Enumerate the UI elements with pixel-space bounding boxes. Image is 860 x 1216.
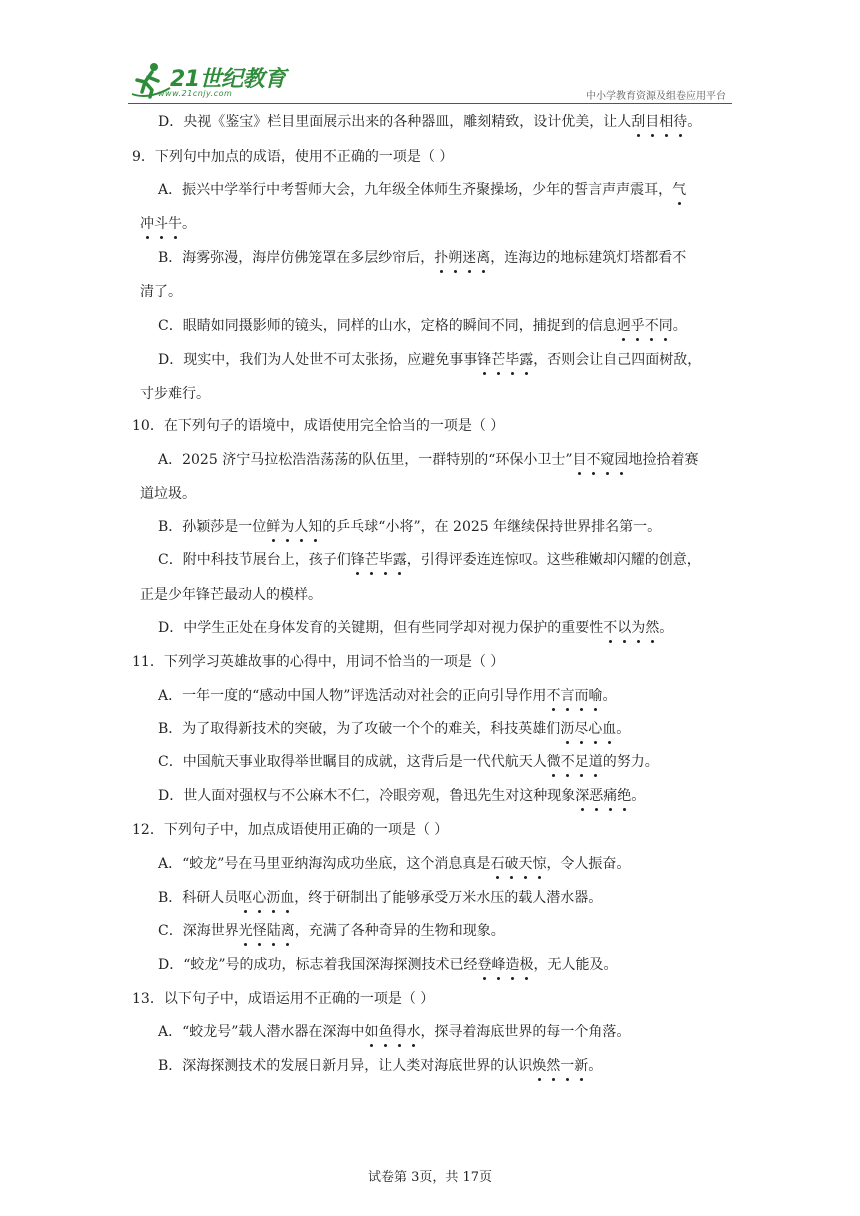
text-segment: C．深海世界 [158, 923, 239, 939]
text-segment: D．现实中，我们为人处世不可太张扬，应避免事事 [158, 352, 478, 368]
text-segment: 。 [631, 788, 646, 804]
text-segment: 清了。 [140, 284, 182, 300]
emphasis-char: 不 [603, 620, 618, 636]
dotted-idiom [351, 552, 407, 568]
answer-option [158, 618, 673, 638]
text-segment: C．眼睛如同摄影师的镜头，同样的山水，定格的瞬间不同，捕捉到的信息 [158, 318, 617, 334]
page-header [128, 60, 732, 104]
emphasis-char: 造 [505, 957, 520, 973]
text-segment: B．科研人员 [158, 890, 239, 906]
text-segment: ，终于研制出了能够承受万米水压的载人潜水器。 [294, 890, 603, 906]
emphasis-char: 锋 [477, 352, 492, 368]
text-segment: A．“蛟龙号”载人潜水器在深海中 [158, 1024, 365, 1040]
emphasis-char: 恶 [589, 788, 604, 804]
emphasis-char: 朔 [448, 250, 463, 266]
text-segment: ，连海边的地标建筑灯塔都看不 [490, 250, 687, 266]
text-segment: 正是少年锋芒最动人的模样。 [140, 587, 322, 603]
page-footer: 试卷第 3页，共 17页 [367, 1170, 493, 1185]
answer-option [158, 1022, 630, 1042]
text-segment: A．2025 济宁马拉松浩浩荡荡的队伍里，一群特别的“环保小卫士” [158, 452, 573, 468]
emphasis-char: 斗 [154, 216, 168, 232]
answer-option-continued [140, 484, 196, 504]
text-segment: D．中学生正处在身体发育的关键期，但有些同学却对视力保护的重要性 [158, 620, 604, 636]
emphasis-char: 石 [490, 856, 505, 872]
text-segment: 。 [616, 721, 631, 737]
dotted-idiom [575, 788, 631, 804]
emphasis-char: 喻 [588, 688, 603, 704]
text-segment: 9．下列句中加点的成语，使用不正确的一项是（ ） [132, 149, 454, 165]
emphasis-char: 露 [392, 552, 407, 568]
answer-option [158, 550, 701, 570]
dotted-idiom [478, 957, 534, 973]
answer-option [158, 1056, 602, 1076]
emphasis-char: 不 [644, 318, 659, 334]
emphasis-char: 迥 [616, 318, 631, 334]
answer-option-continued [140, 282, 182, 302]
emphasis-char: 新 [574, 1058, 589, 1074]
dotted-idiom [434, 250, 490, 266]
answer-option [158, 752, 659, 772]
text-segment: D．世人面对强权与不公麻木不仁，冷眼旁观，鲁迅先生对这种现象 [158, 788, 576, 804]
text-segment: 11．下列学习英雄故事的心得中，用词不恰当的一项是（ ） [132, 654, 505, 670]
answer-option [158, 955, 618, 975]
dotted-idiom [490, 856, 546, 872]
text-segment: 13．以下句子中，成语运用不正确的一项是（ ） [132, 991, 435, 1007]
emphasis-char: 然 [546, 1058, 561, 1074]
emphasis-char: 沥 [560, 721, 575, 737]
emphasis-char: 知 [308, 519, 323, 535]
emphasis-char: 毕 [378, 552, 393, 568]
emphasis-char: 尽 [574, 721, 589, 737]
emphasis-char: 陆 [266, 923, 281, 939]
emphasis-char: 微 [546, 754, 561, 770]
dotted-idiom [546, 688, 602, 704]
text-segment: A．一年一度的“感动中国人物”评选活动对社会的正向引导作用 [158, 688, 547, 704]
text-segment: 的乒乓球“小将”，在 2025 年继续保持世界排名第一。 [322, 519, 662, 535]
emphasis-char: 怪 [252, 923, 267, 939]
text-segment: 地捡拾着赛 [628, 452, 699, 468]
emphasis-char: 目 [572, 452, 587, 468]
emphasis-char: 芒 [364, 552, 379, 568]
answer-option [158, 450, 699, 470]
emphasis-char: 血 [602, 721, 617, 737]
answer-option [158, 921, 505, 941]
emphasis-char: 惊 [532, 856, 547, 872]
text-segment: ，探寻着海底世界的每一个角落。 [420, 1024, 631, 1040]
dotted-idiom [603, 620, 659, 636]
answer-option-continued [140, 384, 210, 404]
logo[interactable] [128, 60, 328, 104]
emphasis-char: 极 [519, 957, 534, 973]
emphasis-char: 离 [476, 250, 491, 266]
dotted-idiom [672, 182, 686, 198]
emphasis-char: 不 [586, 452, 601, 468]
emphasis-char: 如 [364, 1024, 379, 1040]
dotted-idiom [547, 754, 603, 770]
answer-option [158, 350, 701, 370]
text-segment: 。 [672, 318, 687, 334]
text-segment: 10．在下列句子的语境中，成语使用完全恰当的一项是（ ） [132, 418, 505, 434]
emphasis-char: 血 [280, 890, 295, 906]
emphasis-char: 而 [574, 688, 589, 704]
emphasis-char: 目 [645, 114, 660, 130]
answer-option [158, 316, 687, 336]
emphasis-char: 心 [252, 890, 267, 906]
emphasis-char: 登 [477, 957, 492, 973]
emphasis-char: 迷 [462, 250, 477, 266]
emphasis-char: 一 [560, 1058, 575, 1074]
dotted-idiom [239, 923, 295, 939]
text-segment: D．“蛟龙”号的成功，标志着我国深海探测技术已经 [158, 957, 478, 973]
dotted-idiom [573, 452, 629, 468]
answer-option [158, 112, 701, 132]
text-segment: 寸步难行。 [140, 386, 210, 402]
emphasis-char: 道 [588, 754, 603, 770]
emphasis-char: 毕 [505, 352, 520, 368]
emphasis-char: 同 [658, 318, 673, 334]
text-segment: 。 [687, 114, 702, 130]
emphasis-char: 芒 [491, 352, 506, 368]
platform-name: 中小学教育资源及组卷应用平台 [586, 91, 726, 102]
emphasis-char: 牛 [168, 216, 182, 232]
emphasis-char: 言 [560, 688, 575, 704]
text-segment: 道垃圾。 [140, 486, 196, 502]
emphasis-char: 不 [546, 688, 561, 704]
emphasis-char: 刮 [631, 114, 646, 130]
answer-option-continued [140, 585, 322, 605]
text-segment: 。 [602, 688, 617, 704]
answer-option [158, 180, 686, 200]
text-segment: 。 [182, 216, 196, 232]
emphasis-char: 人 [294, 519, 309, 535]
emphasis-char: 锋 [350, 552, 365, 568]
emphasis-char: 窥 [600, 452, 615, 468]
emphasis-char: 以 [617, 620, 632, 636]
answer-option [158, 248, 686, 268]
question-stem [132, 652, 504, 672]
emphasis-char: 水 [406, 1024, 421, 1040]
emphasis-char: 足 [574, 754, 589, 770]
emphasis-char: 园 [614, 452, 629, 468]
text-segment: B．孙颖莎是一位 [158, 519, 267, 535]
dotted-idiom [631, 114, 687, 130]
answer-option [158, 719, 630, 739]
text-segment: 。 [588, 1058, 603, 1074]
emphasis-char: 心 [588, 721, 603, 737]
text-segment: ，无人能及。 [533, 957, 618, 973]
emphasis-char: 鲜 [266, 519, 281, 535]
answer-option [158, 686, 616, 706]
emphasis-char: 深 [575, 788, 590, 804]
emphasis-char: 峰 [491, 957, 506, 973]
dotted-idiom [560, 721, 616, 737]
answer-option-continued [140, 214, 196, 234]
answer-option [158, 786, 645, 806]
emphasis-char: 焕 [532, 1058, 547, 1074]
answer-option [158, 888, 602, 908]
emphasis-char: 冲 [140, 216, 154, 232]
dotted-idiom [266, 519, 322, 535]
emphasis-char: 然 [645, 620, 660, 636]
emphasis-char: 光 [238, 923, 253, 939]
text-segment: A．振兴中学举行中考誓师大会，九年级全体师生齐聚操场，少年的誓言声声震耳， [158, 182, 673, 198]
text-segment: 12．下列句子中，加点成语使用正确的一项是（ ） [132, 822, 449, 838]
emphasis-char: 乎 [630, 318, 645, 334]
emphasis-char: 待 [673, 114, 688, 130]
emphasis-char: 为 [280, 519, 295, 535]
text-segment: C．附中科技节展台上，孩子们 [158, 552, 351, 568]
question-stem [132, 820, 448, 840]
text-segment: ，否则会让自己四面树敌， [533, 352, 702, 368]
emphasis-char: 离 [280, 923, 295, 939]
text-segment: A．“蛟龙”号在马里亚纳海沟成功坐底，这个消息真是 [158, 856, 491, 872]
text-segment: ，充满了各种奇异的生物和现象。 [294, 923, 505, 939]
header-divider [128, 103, 732, 104]
logo-text: 21世纪教育 [170, 67, 286, 92]
emphasis-char: 呕 [238, 890, 253, 906]
answer-option [158, 517, 661, 537]
emphasis-char: 绝 [617, 788, 632, 804]
emphasis-char: 痛 [603, 788, 618, 804]
text-segment: ，引得评委连连惊叹。这些稚嫩却闪耀的创意， [406, 552, 701, 568]
emphasis-char: 天 [518, 856, 533, 872]
emphasis-char: 得 [392, 1024, 407, 1040]
text-segment: B．深海探测技术的发展日新月异，让人类对海底世界的认识 [158, 1058, 533, 1074]
emphasis-char: 破 [504, 856, 519, 872]
emphasis-char: 不 [560, 754, 575, 770]
question-stem [132, 147, 453, 167]
text-segment: C．中国航天事业取得举世瞩目的成就，这背后是一代代航天人 [158, 754, 547, 770]
question-stem [132, 989, 434, 1009]
text-segment: B．为了取得新技术的突破，为了攻破一个个的难关，科技英雄们 [158, 721, 561, 737]
text-segment: 的努力。 [602, 754, 659, 770]
dotted-idiom [617, 318, 673, 334]
emphasis-char: 扑 [434, 250, 449, 266]
emphasis-char: 鱼 [378, 1024, 393, 1040]
dotted-idiom [477, 352, 533, 368]
emphasis-char: 露 [519, 352, 534, 368]
answer-option [158, 854, 630, 874]
text-segment: B．海雾弥漫，海岸仿佛笼罩在多层纱帘后， [158, 250, 435, 266]
emphasis-char: 相 [659, 114, 674, 130]
text-segment: 。 [659, 620, 674, 636]
emphasis-char: 气 [672, 182, 687, 198]
emphasis-char: 为 [631, 620, 646, 636]
text-segment: D．央视《鉴宝》栏目里面展示出来的各种器皿，雕刻精致，设计优美，让人 [158, 114, 632, 130]
dotted-idiom [140, 216, 182, 232]
dotted-idiom [238, 890, 294, 906]
logo-url: www.21cnjy.com [158, 89, 233, 98]
emphasis-char: 沥 [266, 890, 281, 906]
dotted-idiom [364, 1024, 420, 1040]
text-segment: ，令人振奋。 [546, 856, 631, 872]
question-stem [132, 416, 504, 436]
dotted-idiom [532, 1058, 588, 1074]
